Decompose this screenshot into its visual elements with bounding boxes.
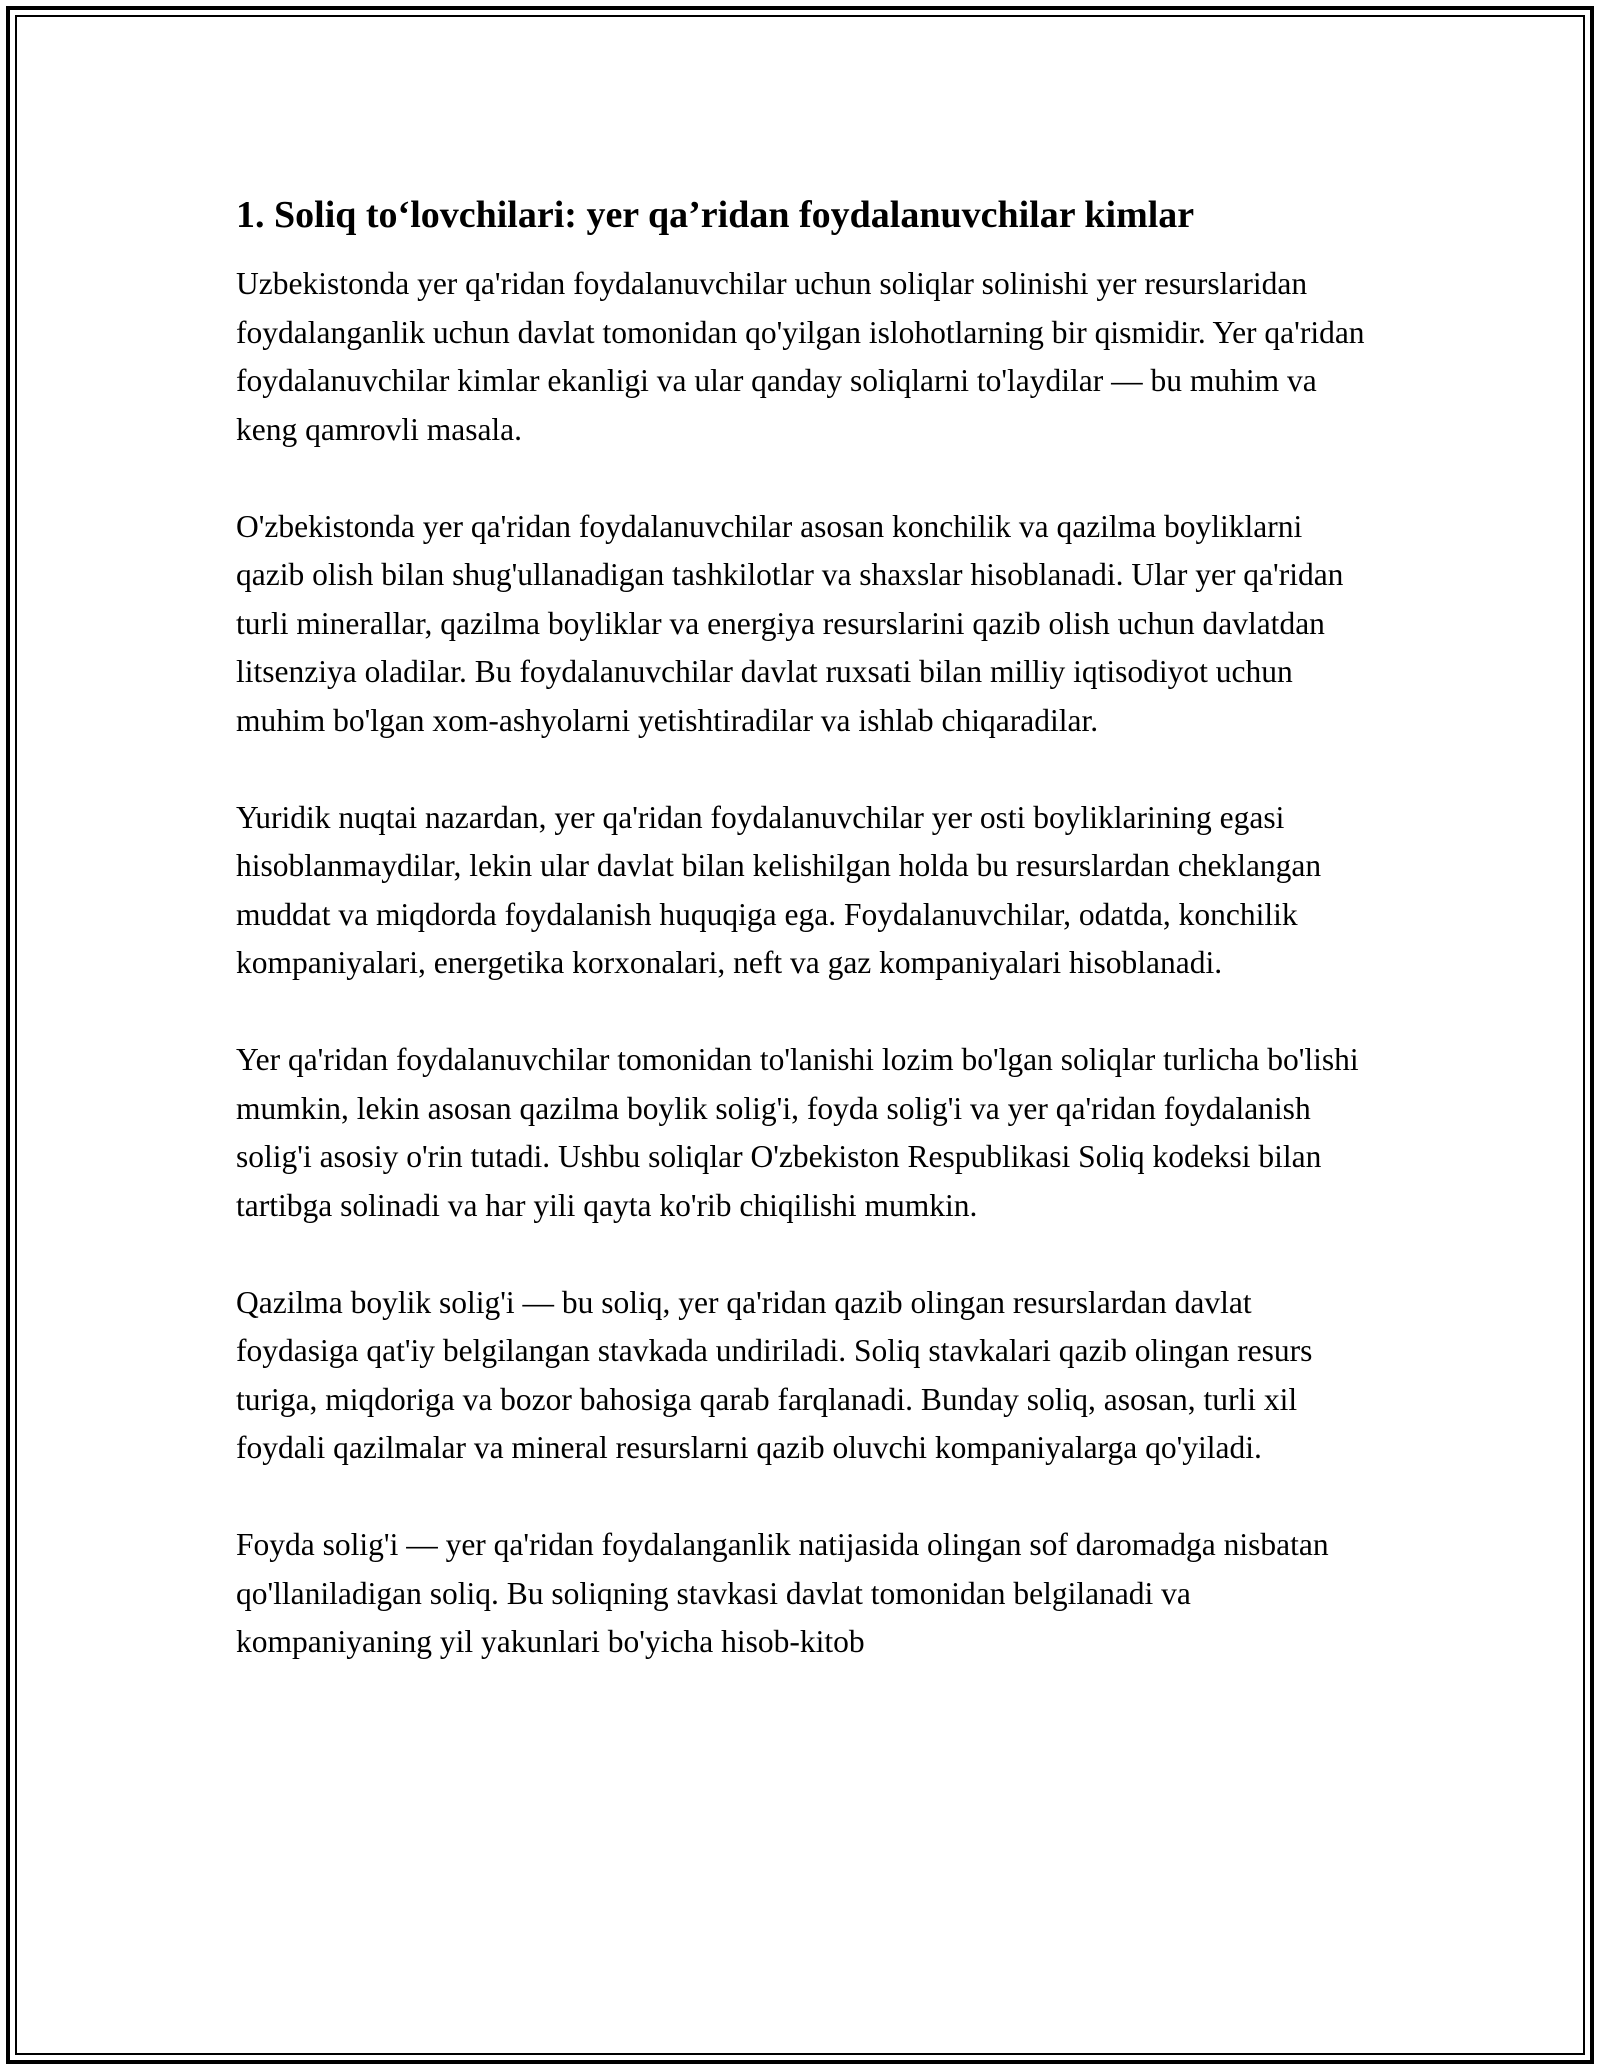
paragraph-intro: Uzbekistonda yer qa'ridan foydalanuvchilar uchun soliqlar solinishi yer resurslaridan foydalanganlik uchun davlat tomonidan qo'yilgan islohotlarning bir qismidir. Yer qa'ridan foydalanuvchilar kimlar ekanligi va ular qanday soliqlarni to'laydilar — bu muhim va keng qamrovli masala.: [236, 266, 1365, 447]
paragraph-mineral-tax: Qazilma boylik solig'i — bu soliq, yer qa'ridan qazib olingan resurslardan davlat foydasiga qat'iy belgilangan stavkada undiriladi. Soliq stavkalari qazib olingan resurs turiga, miqdoriga va bozor bahosiga qarab farqlanadi. Bunday soliq, asosan, turli xil foydali qazilmalar va mineral resurslarni qazib oluvchi kompaniyalarga qo'yiladi.: [236, 1284, 1313, 1465]
paragraph-profit-tax: Foyda solig'i — yer qa'ridan foydalanganlik natijasida olingan sof daromadga nisbatan qo'llaniladigan soliq. Bu soliqning stavkasi davlat tomonidan belgilanadi va kompaniyaning yil yakunlari bo'yicha hisob-kitob: [236, 1527, 1329, 1659]
paragraph-legal-view: Yuridik nuqtai nazardan, yer qa'ridan foydalanuvchilar yer osti boyliklarining egasi hisoblanmaydilar, lekin ular davlat bilan kelishilgan holda bu resurslardan cheklangan muddat va miqdorda foydalanish huquqiga ega. Foydalanuvchilar, odatda, konchilik kompaniyalari, energetika korxonalari, neft va gaz kompaniyalari hisoblanadi.: [236, 799, 1322, 980]
paragraph-who-are-users: O'zbekistonda yer qa'ridan foydalanuvchilar asosan konchilik va qazilma boyliklarni qazib olish bilan shug'ullanadigan tashkilotlar va shaxslar hisoblanadi. Ular yer qa'ridan turli minerallar, qazilma boyliklar va energiya resurslarini qazib olish uchun davlatdan litsenziya oladilar. Bu foydalanuvchilar davlat ruxsati bilan milliy iqtisodiyot uchun muhim bo'lgan xom-ashyolarni yetishtiradilar va ishlab chiqaradilar.: [236, 508, 1344, 738]
document-body: [236, 190, 1376, 1715]
paragraph-tax-types: Yer qa'ridan foydalanuvchilar tomonidan to'lanishi lozim bo'lgan soliqlar turlicha bo'lishi mumkin, lekin asosan qazilma boylik solig'i, foyda solig'i va yer qa'ridan foydalanish solig'i asosiy o'rin tutadi. Ushbu soliqlar O'zbekiston Respublikasi Soliq kodeksi bilan tartibga solinadi va har yili qayta ko'rib chiqilishi mumkin.: [236, 1042, 1359, 1223]
section-heading: 1. Soliq to‘lovchilari: yer qa’ridan foydalanuvchilar kimlar: [236, 194, 1195, 236]
